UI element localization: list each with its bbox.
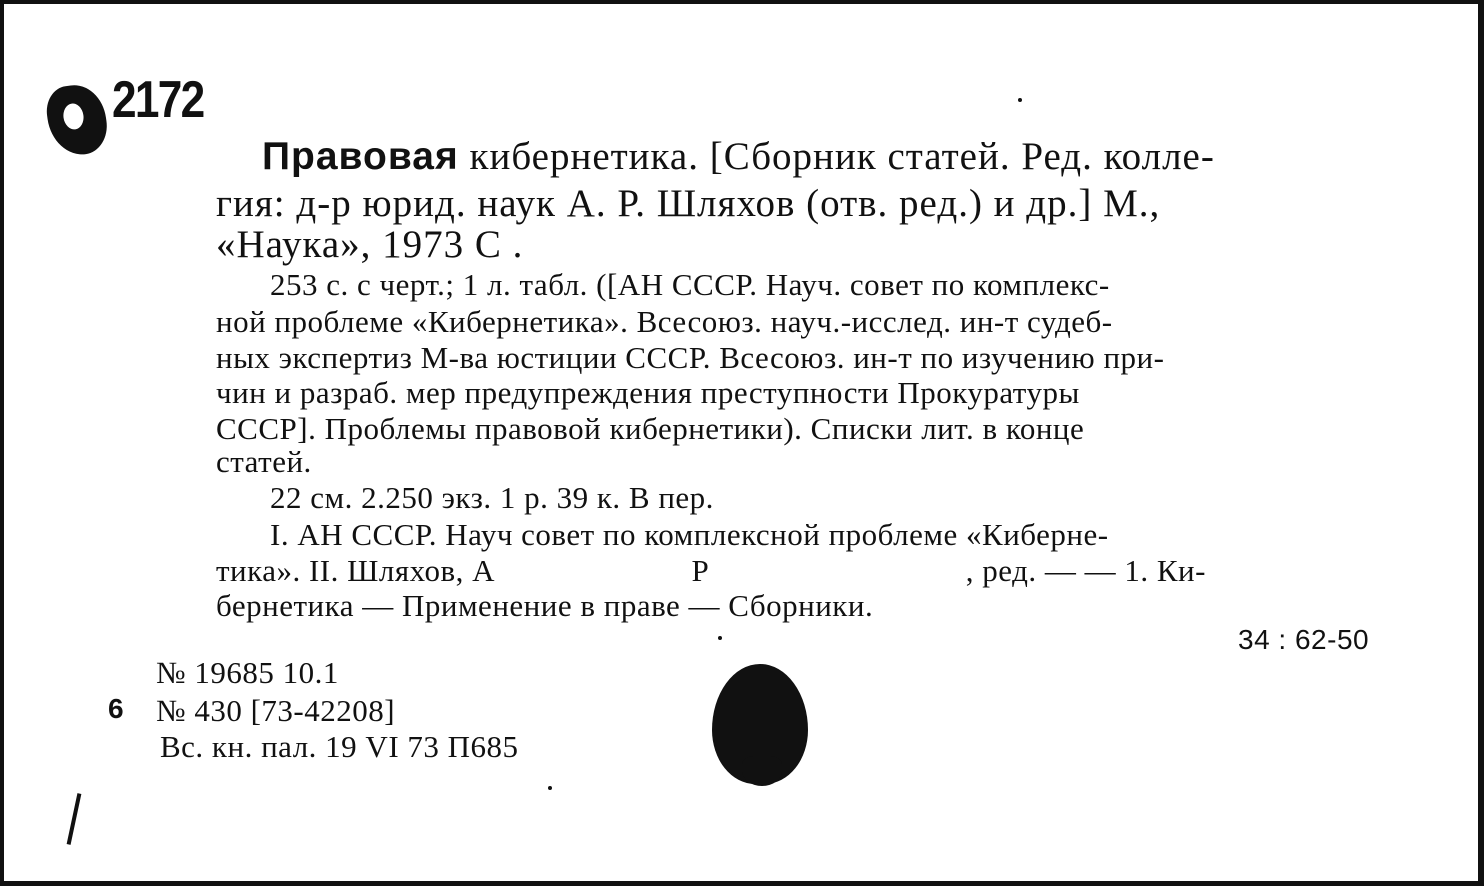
ink-speck bbox=[718, 636, 722, 640]
card-bottom-edge bbox=[0, 881, 1484, 886]
ink-speck bbox=[548, 786, 552, 790]
title-line-1 bbox=[262, 134, 1382, 179]
ink-speck bbox=[1018, 98, 1022, 102]
title-line-1-rest: кибернетика. [Сборник статей. Ред. колле- bbox=[469, 135, 1215, 178]
register-line: Вс. кн. пал. 19 VI 73 П685 bbox=[160, 729, 519, 764]
classification-code: 34 : 62-50 bbox=[1238, 624, 1370, 655]
description-line-3: ных экспертиз М-ва юстиции СССР. Всесоюз. ин-т по изучению при- bbox=[216, 340, 1165, 375]
title-bold-word: Правовая bbox=[262, 135, 459, 178]
tracing-line-2-left: тика». II. Шляхов, А bbox=[216, 553, 495, 588]
tracing-line-2-mid: Р bbox=[691, 553, 710, 588]
description-line-5: СССР]. Проблемы правовой кибернетики). Списки лит. в конце bbox=[216, 411, 1085, 446]
description-line-2: ной проблеме «Кибернетика». Всесоюз. науч.-исслед. ин-т судеб- bbox=[216, 304, 1113, 339]
tracing-line-1: I. АН СССР. Науч совет по комплексной проблеме «Киберне- bbox=[270, 517, 1109, 552]
order-number: № 19685 10.1 bbox=[156, 655, 339, 690]
title-line-3: «Наука», 1973 С . bbox=[216, 223, 524, 266]
pen-stroke-mark bbox=[67, 793, 82, 845]
description-line-1: 253 с. с черт.; 1 л. табл. ([АН СССР. Науч. совет по комплекс- bbox=[270, 267, 1110, 302]
format-line: 22 см. 2.250 экз. 1 р. 39 к. В пер. bbox=[270, 480, 714, 515]
ink-blot-mark bbox=[712, 664, 808, 784]
tracing-line-3: бернетика — Применение в праве — Сборники. bbox=[216, 588, 874, 623]
card-left-edge bbox=[0, 0, 4, 886]
ink-stamp-mark bbox=[43, 81, 110, 158]
title-line-2: гия: д-р юрид. наук А. Р. Шляхов (отв. ред.) и др.] М., bbox=[216, 182, 1161, 225]
tracing-line-2-right: , ред. — — 1. Ки- bbox=[965, 553, 1206, 588]
handwritten-call-number: 2172 bbox=[112, 71, 204, 129]
description-line-4: чин и разраб. мер предупреждения преступности Прокуратуры bbox=[216, 375, 1080, 410]
series-number: № 430 [73-42208] bbox=[156, 693, 396, 728]
card-right-edge bbox=[1478, 0, 1484, 886]
description-line-6: статей. bbox=[216, 444, 312, 479]
card-top-edge bbox=[0, 0, 1484, 4]
tracing-line-2 bbox=[216, 553, 1206, 589]
prefix-digit: 6 bbox=[108, 693, 125, 724]
